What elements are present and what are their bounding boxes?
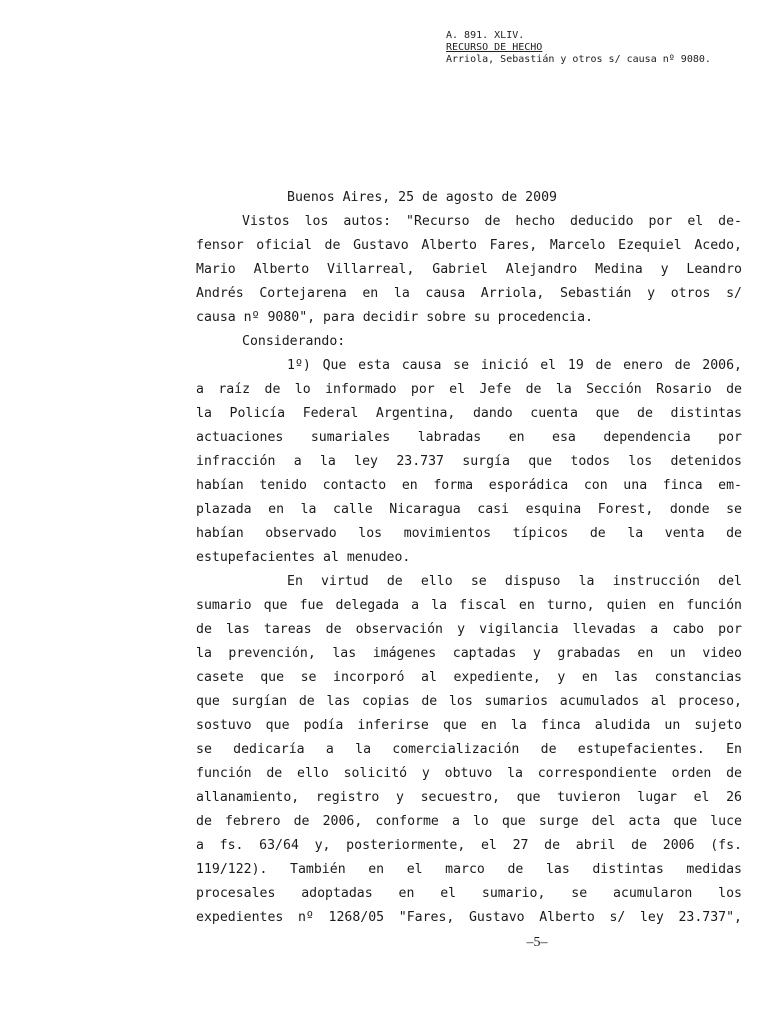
text-line: Andrés Cortejarena en la causa Arriola, Sebastián y otros s/ bbox=[196, 286, 742, 301]
text-line: plazada en la calle Nicaragua casi esquina Forest, donde se bbox=[196, 502, 742, 517]
text-line: de febrero de 2006, conforme a lo que surge del acta que luce bbox=[196, 814, 742, 829]
text-line: Vistos los autos: "Recurso de hecho deducido por el de- bbox=[242, 214, 742, 229]
text-line: actuaciones sumariales labradas en esa dependencia por bbox=[196, 430, 742, 445]
text-line: de las tareas de observación y vigilancia llevadas a cabo por bbox=[196, 622, 742, 637]
text-line: a fs. 63/64 y, posteriormente, el 27 de abril de 2006 (fs. bbox=[196, 838, 742, 853]
text-line: sumario que fue delegada a la fiscal en turno, quien en función bbox=[196, 598, 742, 613]
text-line: a raíz de lo informado por el Jefe de la Sección Rosario de bbox=[196, 382, 742, 397]
text-line: que surgían de las copias de los sumarios acumulados al proceso, bbox=[196, 694, 742, 709]
text-line: la prevención, las imágenes captadas y grabadas en un video bbox=[196, 646, 742, 661]
case-number: A. 891. XLIV. bbox=[446, 30, 525, 41]
text-line: sostuvo que podía inferirse que en la finca aludida un sujeto bbox=[196, 718, 742, 733]
text-line: procesales adoptadas en el sumario, se acumularon los bbox=[196, 886, 742, 901]
text-line: casete que se incorporó al expediente, y en las constancias bbox=[196, 670, 742, 685]
text-line: 119/122). También en el marco de las distintas medidas bbox=[196, 862, 742, 877]
page-number: –5– bbox=[526, 935, 548, 950]
text-line: Mario Alberto Villarreal, Gabriel Alejandro Medina y Leandro bbox=[196, 262, 742, 277]
text-line: habían tenido contacto en forma esporádica con una finca em- bbox=[196, 478, 742, 493]
text-line: allanamiento, registro y secuestro, que tuvieron lugar el 26 bbox=[196, 790, 742, 805]
text-line: En virtud de ello se dispuso la instrucción del bbox=[287, 574, 742, 589]
text-line: fensor oficial de Gustavo Alberto Fares, Marcelo Ezequiel Acedo, bbox=[196, 238, 742, 253]
text-line: estupefacientes al menudeo. bbox=[196, 550, 411, 565]
text-line: infracción a la ley 23.737 surgía que todos los detenidos bbox=[196, 454, 742, 469]
text-line: función de ello solicitó y obtuvo la correspondiente orden de bbox=[196, 766, 742, 781]
date-line: Buenos Aires, 25 de agosto de 2009 bbox=[287, 190, 557, 205]
case-header bbox=[446, 30, 711, 66]
text-line: la Policía Federal Argentina, dando cuenta que de distintas bbox=[196, 406, 742, 421]
text-line: causa nº 9080", para decidir sobre su procedencia. bbox=[196, 310, 593, 325]
text-line: 1º) Que esta causa se inició el 19 de enero de 2006, bbox=[287, 358, 742, 373]
text-line: habían observado los movimientos típicos de la venta de bbox=[196, 526, 742, 541]
text-line: expedientes nº 1268/05 "Fares, Gustavo Alberto s/ ley 23.737", bbox=[196, 910, 742, 925]
text-line: se dedicaría a la comercialización de estupefacientes. En bbox=[196, 742, 742, 757]
case-title: Arriola, Sebastián y otros s/ causa nº 9080. bbox=[446, 54, 711, 65]
case-type: RECURSO DE HECHO bbox=[446, 42, 543, 53]
considerando-heading: Considerando: bbox=[242, 334, 346, 349]
